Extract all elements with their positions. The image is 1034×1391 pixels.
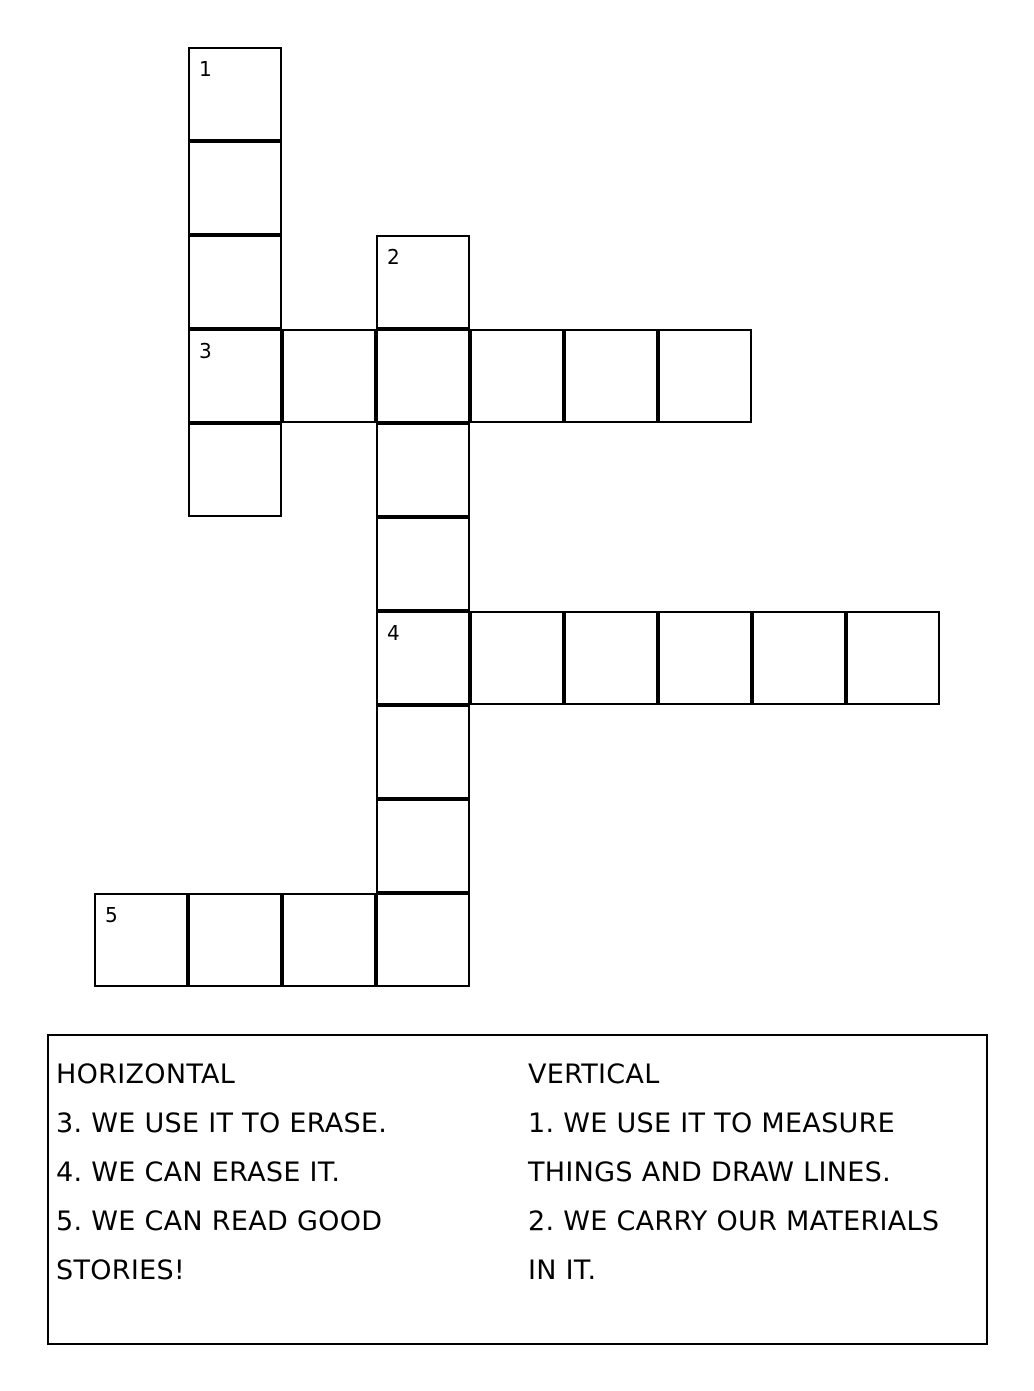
horizontal-clues [56, 1050, 387, 1295]
crossword-cell[interactable] [376, 329, 470, 423]
crossword-cell[interactable] [470, 611, 564, 705]
clue-5-across: 5. WE CAN READ GOOD [56, 1206, 383, 1237]
crossword-cell[interactable] [188, 423, 282, 517]
crossword-cell[interactable] [94, 893, 188, 987]
crossword-cell[interactable] [188, 141, 282, 235]
clue-2-down-continued: IN IT. [528, 1255, 597, 1286]
crossword-cell[interactable] [188, 893, 282, 987]
clue-number: 1 [199, 57, 212, 81]
vertical-heading: VERTICAL [528, 1059, 660, 1090]
clue-3-across: 3. WE USE IT TO ERASE. [56, 1108, 388, 1139]
vertical-clues [528, 1050, 939, 1295]
crossword-cell[interactable] [376, 611, 470, 705]
crossword-cell[interactable] [188, 235, 282, 329]
clue-1-down-continued: THINGS AND DRAW LINES. [528, 1157, 891, 1188]
crossword-cell[interactable] [376, 893, 470, 987]
clue-5-across-continued: STORIES! [56, 1255, 186, 1286]
crossword-cell[interactable] [564, 329, 658, 423]
crossword-cell[interactable] [282, 329, 376, 423]
crossword-cell[interactable] [188, 47, 282, 141]
clue-2-down: 2. WE CARRY OUR MATERIALS [528, 1206, 940, 1237]
crossword-cell[interactable] [188, 329, 282, 423]
crossword-cell[interactable] [752, 611, 846, 705]
clues-box [47, 1034, 988, 1345]
crossword-cell[interactable] [846, 611, 940, 705]
crossword-cell[interactable] [658, 611, 752, 705]
crossword-cell[interactable] [376, 235, 470, 329]
crossword-cell[interactable] [564, 611, 658, 705]
crossword-cell[interactable] [376, 705, 470, 799]
clue-number: 4 [387, 621, 400, 645]
crossword-cell[interactable] [658, 329, 752, 423]
crossword-cell[interactable] [376, 799, 470, 893]
clue-4-across: 4. WE CAN ERASE IT. [56, 1157, 341, 1188]
clue-number: 2 [387, 245, 400, 269]
clue-number: 5 [105, 903, 118, 927]
crossword-cell[interactable] [376, 517, 470, 611]
clue-number: 3 [199, 339, 212, 363]
crossword-cell[interactable] [282, 893, 376, 987]
clue-1-down: 1. WE USE IT TO MEASURE [528, 1108, 896, 1139]
crossword-cell[interactable] [376, 423, 470, 517]
horizontal-heading: HORIZONTAL [56, 1059, 236, 1090]
crossword-cell[interactable] [470, 329, 564, 423]
